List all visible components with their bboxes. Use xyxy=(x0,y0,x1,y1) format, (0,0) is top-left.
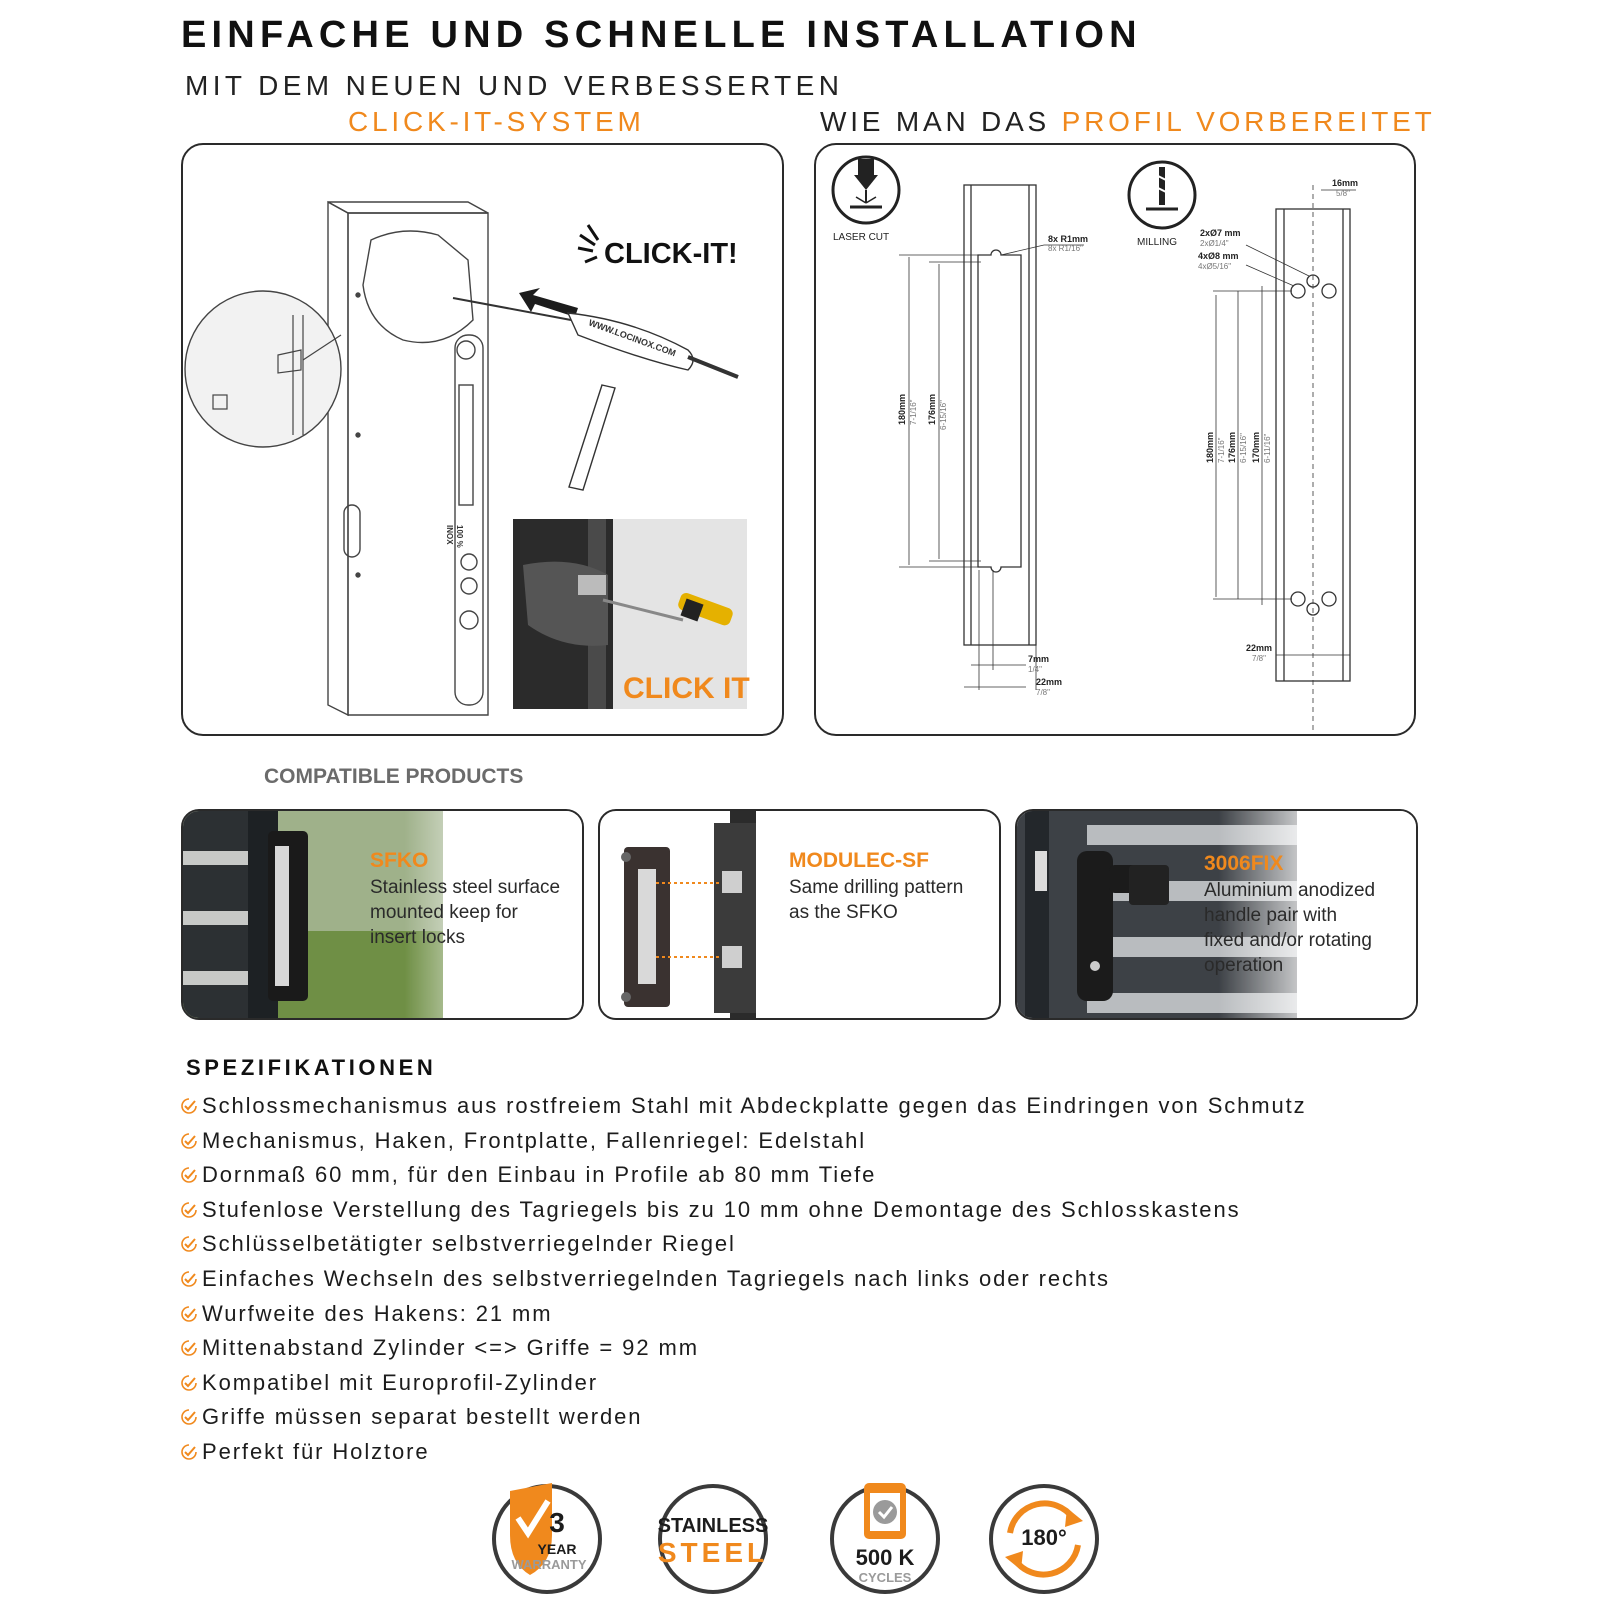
rotation-badge xyxy=(985,1483,1103,1595)
spec-item xyxy=(181,1266,1307,1301)
milling-label: MILLING xyxy=(1137,237,1178,248)
laser-radius-inch: 8x R1/16" xyxy=(1048,244,1083,253)
spec-item xyxy=(181,1197,1307,1232)
click-it-illustration xyxy=(183,145,784,736)
zoom-detail-circle xyxy=(185,291,341,447)
lock-text-100: 100 % xyxy=(455,525,464,548)
cycles-count: 500 K xyxy=(855,1545,915,1570)
laser-cut-label: LASER CUT xyxy=(833,232,890,243)
product-desc-line: mounted keep for xyxy=(370,902,518,923)
page-subtitle: MIT DEM NEUEN UND VERBESSERTEN xyxy=(185,70,844,101)
spec-text: Mechanismus, Haken, Frontplatte, Fallenriegel: Edelstahl xyxy=(202,1127,867,1153)
check-icon xyxy=(181,1133,197,1149)
spec-item xyxy=(181,1231,1307,1266)
product-name-modulec-sf: MODULEC-SF xyxy=(789,849,929,872)
milling-height-176: 176mm xyxy=(1227,431,1237,463)
product-name-3006fix: 3006FIX xyxy=(1204,852,1284,875)
profile-heading xyxy=(820,106,1436,138)
check-icon xyxy=(181,1098,197,1114)
laser-profile xyxy=(964,185,1036,645)
milling-width-22-inch: 7/8" xyxy=(1252,654,1266,663)
laser-width-7: 7mm xyxy=(1028,654,1050,664)
stainless-steel-badge xyxy=(654,1483,772,1595)
spec-text: Schlossmechanismus aus rostfreiem Stahl mit Abdeckplatte gegen das Eindringen von Schmutz xyxy=(202,1093,1307,1118)
lock-box-top xyxy=(328,202,488,213)
laser-width-22-inch: 7/8" xyxy=(1036,688,1050,697)
photo-caption: CLICK IT xyxy=(623,672,750,705)
product-desc-sfko xyxy=(370,875,560,950)
spec-item xyxy=(181,1093,1307,1128)
check-icon xyxy=(181,1202,197,1218)
milling-height-170-inch: 6-11/16" xyxy=(1263,433,1272,463)
spec-item xyxy=(181,1404,1307,1439)
spec-item xyxy=(181,1335,1307,1370)
cylinder-cutout xyxy=(344,505,360,557)
product-card-3006fix[interactable] xyxy=(1015,809,1418,1020)
tool-brand-text: WWW.LOCINOX.COM xyxy=(587,317,678,359)
spec-item xyxy=(181,1439,1307,1474)
product-desc-line: Same drilling pattern xyxy=(789,877,964,898)
warranty-shield-icon xyxy=(490,1483,608,1595)
t-handle-screwdriver xyxy=(453,298,738,490)
spec-text: Schlüsselbetätigter selbstverriegelnder Riegel xyxy=(202,1231,736,1257)
laser-radius: 8x R1mm xyxy=(1048,234,1089,244)
spec-text: Kompatibel mit Europrofil-Zylinder xyxy=(202,1369,598,1395)
specs-heading: SPEZIFIKATIONEN xyxy=(186,1055,437,1080)
lock-text-inox: INOX xyxy=(445,525,454,545)
specs-list xyxy=(181,1093,1307,1474)
milling-dia-8-inch: 4xØ5/16" xyxy=(1198,262,1232,271)
stainless-label: STAINLESS xyxy=(657,1515,769,1537)
spec-text: Perfekt für Holztore xyxy=(202,1438,430,1464)
product-desc-line: as the SFKO xyxy=(789,902,898,923)
check-icon xyxy=(181,1306,197,1322)
profile-heading-prefix: WIE MAN DAS xyxy=(820,106,1051,137)
check-icon xyxy=(181,1271,197,1287)
steel-label: STEEL xyxy=(657,1537,769,1568)
spec-item xyxy=(181,1301,1307,1336)
click-it-callout: CLICK-IT! xyxy=(604,238,738,270)
product-desc-modulec-sf xyxy=(789,875,963,925)
product-name-sfko: SFKO xyxy=(370,849,429,872)
product-desc-line: handle pair with xyxy=(1204,905,1338,926)
latch-bolt xyxy=(459,385,473,505)
page-title: EINFACHE UND SCHNELLE INSTALLATION xyxy=(181,14,1142,56)
milling-top: 16mm xyxy=(1332,178,1359,188)
profile-drawing xyxy=(816,145,1416,736)
lock-cutout xyxy=(363,231,473,343)
check-icon xyxy=(181,1340,197,1356)
product-card-modulec-sf[interactable] xyxy=(598,809,1001,1020)
milling-profile xyxy=(1276,185,1350,735)
product-desc-line: Aluminium anodized xyxy=(1204,880,1376,901)
milling-height-180: 180mm xyxy=(1205,431,1215,463)
spec-item xyxy=(181,1370,1307,1405)
milling-height-176-inch: 6-15/16" xyxy=(1239,433,1248,463)
milling-width-22: 22mm xyxy=(1246,643,1273,653)
milling-height-180-inch: 7-1/16" xyxy=(1217,437,1226,463)
check-icon xyxy=(181,1409,197,1425)
cycles-label: CYCLES xyxy=(858,1570,912,1585)
milling-dia-7-inch: 2xØ1/4" xyxy=(1200,239,1229,248)
check-icon xyxy=(181,1375,197,1391)
lock-box-front xyxy=(348,213,488,715)
profile-prep-panel xyxy=(814,143,1416,736)
profile-heading-highlight: PROFIL VORBEREITET xyxy=(1061,106,1436,137)
faceplate-screw xyxy=(457,341,475,359)
check-icon xyxy=(181,1444,197,1460)
warranty-label: WARRANTY xyxy=(511,1557,587,1572)
spec-text: Stufenlose Verstellung des Tagriegels bis zu 10 mm ohne Demontage des Schlosskastens xyxy=(202,1196,1241,1222)
product-desc-line: insert locks xyxy=(370,927,466,948)
product-desc-line: fixed and/or rotating xyxy=(1204,930,1372,951)
spec-text: Mittenabstand Zylinder <=> Griffe = 92 mm xyxy=(202,1335,699,1361)
product-card-sfko[interactable] xyxy=(181,809,584,1020)
spec-item xyxy=(181,1128,1307,1163)
product-desc-3006fix xyxy=(1204,878,1375,978)
laser-width-7-inch: 1/4" xyxy=(1028,665,1042,674)
spec-text: Dornmaß 60 mm, für den Einbau in Profile ab 80 mm Tiefe xyxy=(202,1162,877,1188)
compatible-products-heading: COMPATIBLE PRODUCTS xyxy=(264,765,524,788)
cycles-badge xyxy=(826,1483,944,1595)
warranty-number: 3 xyxy=(549,1507,565,1538)
warranty-badge xyxy=(490,1483,608,1595)
product-desc-line: operation xyxy=(1204,955,1284,976)
lock-box-side xyxy=(328,202,348,715)
system-name: CLICK-IT-SYSTEM xyxy=(348,106,645,137)
milling-dia-8: 4xØ8 mm xyxy=(1198,251,1239,261)
laser-height-176-inch: 6-15/16" xyxy=(939,400,948,430)
laser-height-180-inch: 7-1/16" xyxy=(909,399,918,425)
spec-text: Wurfweite des Hakens: 21 mm xyxy=(202,1300,553,1326)
milling-dia-7: 2xØ7 mm xyxy=(1200,228,1241,238)
check-icon xyxy=(181,1167,197,1183)
milling-icon xyxy=(1129,162,1195,228)
spec-text: Griffe müssen separat bestellt werden xyxy=(202,1404,643,1430)
click-burst-icon xyxy=(578,225,598,262)
check-icon xyxy=(181,1236,197,1252)
click-it-panel xyxy=(181,143,784,736)
milling-height-170: 170mm xyxy=(1251,431,1261,463)
laser-height-180: 180mm xyxy=(897,393,907,425)
product-desc-line: Stainless steel surface xyxy=(370,877,561,898)
laser-width-22: 22mm xyxy=(1036,677,1063,687)
spec-text: Einfaches Wechseln des selbstverriegelnden Tagriegels nach links oder rechts xyxy=(202,1265,1110,1291)
laser-cut-icon xyxy=(833,157,899,223)
warranty-year: YEAR xyxy=(537,1541,577,1557)
rotation-label: 180° xyxy=(1021,1525,1067,1550)
milling-top-inch: 5/8" xyxy=(1336,189,1350,198)
spec-item xyxy=(181,1162,1307,1197)
laser-height-176: 176mm xyxy=(927,393,937,425)
